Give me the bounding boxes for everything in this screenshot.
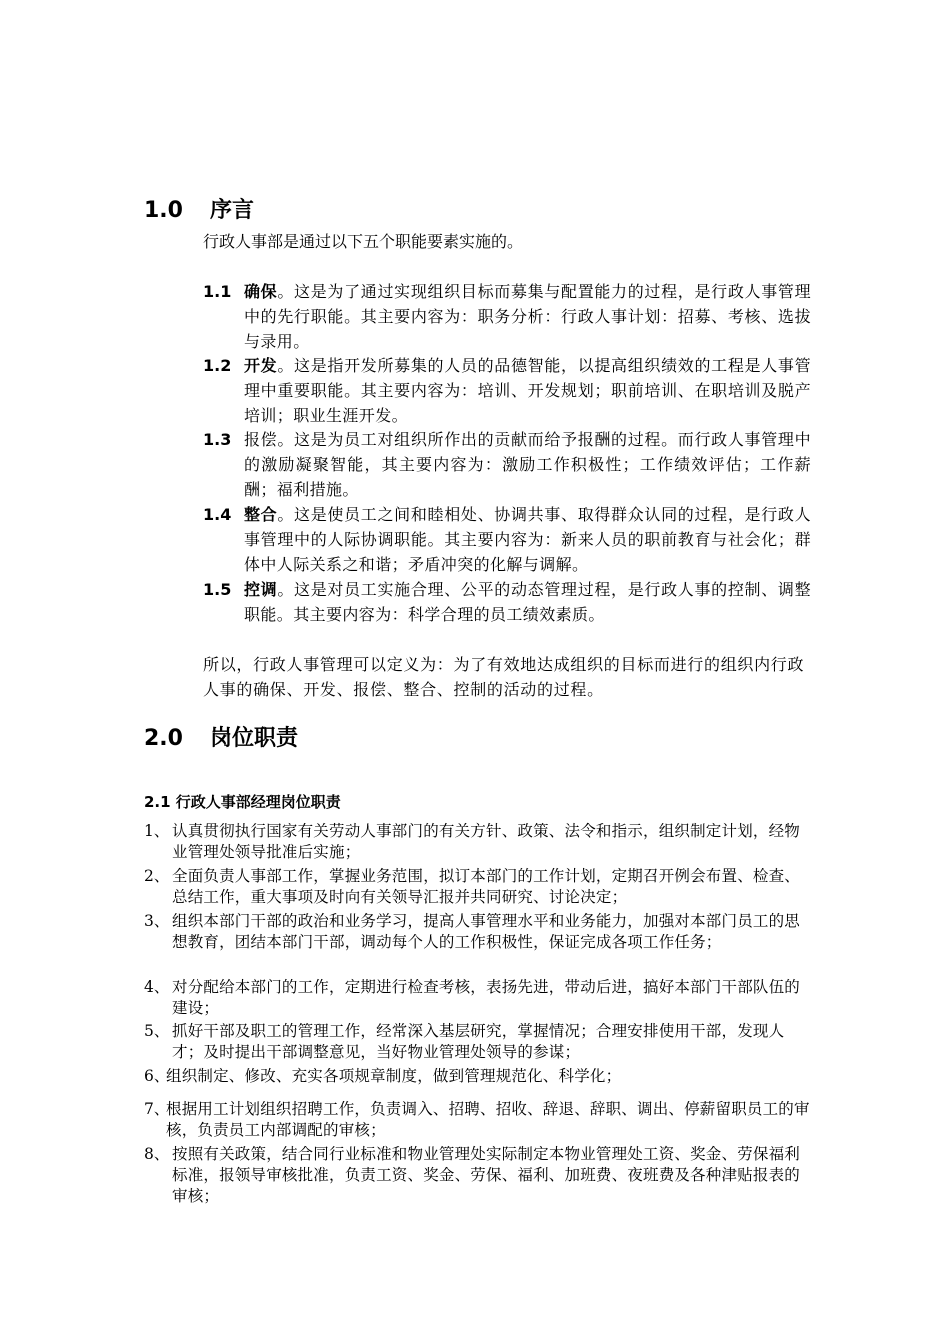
section-number: 2.0	[144, 726, 183, 751]
duty-number: 5、	[144, 1022, 170, 1040]
item-text: 。这是为了通过实现组织目标而募集与配置能力的过程，是行政人事管理中的先行职能。其主要内容为：职务分析：行政人事计划：招募、考核、选拔与录用。	[244, 282, 811, 351]
duty-item	[144, 866, 810, 908]
duty-number: 8、	[144, 1145, 170, 1163]
item-number: 1.3	[203, 430, 232, 449]
item-text: 。这是对员工实施合理、公平的动态管理过程，是行政人事的控制、调整职能。其主要内容为：科学合理的员工绩效素质。	[244, 580, 811, 624]
item-text: 报偿。这是为员工对组织所作出的贡献而给予报酬的过程。而行政人事管理中的激励凝聚智能，其主要内容为：激励工作积极性；工作绩效评估；工作薪酬；福利措施。	[244, 430, 811, 499]
duty-item	[144, 821, 810, 863]
item-term: 确保	[244, 282, 278, 301]
duty-item	[144, 911, 810, 953]
duty-text: 全面负责人事部工作，掌握业务范围，拟订本部门的工作计划，定期召开例会布置、检查、总结工作，重大事项及时向有关领导汇报并共同研究、讨论决定；	[172, 867, 801, 906]
item-body	[244, 353, 811, 428]
duty-number: 3、	[144, 912, 170, 930]
subsection-heading: 2.1 行政人事部经理岗位职责	[144, 793, 341, 811]
item-body	[244, 279, 811, 354]
function-item	[203, 353, 811, 428]
duty-item	[144, 1021, 810, 1063]
item-body	[244, 502, 811, 577]
duty-text: 对分配给本部门的工作，定期进行检查考核，表扬先进，带动后进，搞好本部门干部队伍的建设；	[172, 978, 801, 1017]
section-heading-preface	[144, 197, 254, 225]
duty-number: 4、	[144, 978, 170, 996]
duty-number: 2、	[144, 867, 170, 885]
item-number: 1.2	[203, 356, 232, 375]
item-body	[244, 577, 811, 627]
duty-text: 抓好干部及职工的管理工作，经常深入基层研究，掌握情况；合理安排使用干部，发现人才；及时提出干部调整意见，当好物业管理处领导的参谋；	[172, 1022, 785, 1061]
duty-text: 组织本部门干部的政治和业务学习，提高人事管理水平和业务能力，加强对本部门员工的思想教育，团结本部门干部，调动每个人的工作积极性，保证完成各项工作任务；	[172, 912, 801, 951]
item-body	[244, 427, 811, 502]
function-item	[203, 502, 811, 577]
function-item	[203, 279, 811, 354]
item-text: 。这是指开发所募集的人员的品德智能，以提高组织绩效的工程是人事管理中重要职能。其主要内容为：培训、开发规划；职前培训、在职培训及脱产培训；职业生涯开发。	[244, 356, 811, 425]
duty-item	[144, 1144, 810, 1207]
item-text: 。这是使员工之间和睦相处、协调共事、取得群众认同的过程，是行政人事管理中的人际协调职能。其主要内容为：新来人员的职前教育与社会化；群体中人际关系之和谐；矛盾冲突的化解与调解。	[244, 505, 811, 574]
duty-item	[144, 1066, 810, 1087]
duty-text: 根据用工计划组织招聘工作，负责调入、招聘、招收、辞退、辞职、调出、停薪留职员工的审核，负责员工内部调配的审核；	[166, 1100, 810, 1139]
duty-item	[144, 1099, 810, 1141]
item-term: 开发	[244, 356, 278, 375]
duty-item	[144, 977, 810, 1019]
intro-paragraph: 行政人事部是通过以下五个职能要素实施的。	[203, 232, 524, 251]
item-term: 控调	[244, 580, 278, 599]
duty-text: 组织制定、修改、充实各项规章制度，做到管理规范化、科学化；	[166, 1067, 622, 1085]
item-number: 1.5	[203, 580, 232, 599]
conclusion-paragraph: 所以，行政人事管理可以定义为：为了有效地达成组织的目标而进行的组织内行政人事的确保、开发、报偿、整合、控制的活动的过程。	[203, 655, 805, 699]
item-number: 1.1	[203, 282, 232, 301]
duty-number: 7、	[144, 1100, 170, 1118]
function-item	[203, 577, 811, 627]
duty-number: 6、	[144, 1067, 170, 1085]
duty-text: 按照有关政策，结合同行业标准和物业管理处实际制定本物业管理处工资、奖金、劳保福利标准，报领导审核批准，负责工资、奖金、劳保、福利、加班费、夜班费及各种津贴报表的审核；	[172, 1145, 801, 1205]
item-number: 1.4	[203, 505, 232, 524]
item-term: 整合	[244, 505, 278, 524]
function-item	[203, 427, 811, 502]
section-title: 岗位职责	[210, 726, 299, 751]
section-number: 1.0	[144, 198, 183, 223]
section-heading-duties	[144, 725, 298, 753]
duty-text: 认真贯彻执行国家有关劳动人事部门的有关方针、政策、法令和指示，组织制定计划，经物业管理处领导批准后实施；	[172, 822, 801, 861]
duty-number: 1、	[144, 822, 170, 840]
section-title: 序言	[210, 198, 255, 223]
